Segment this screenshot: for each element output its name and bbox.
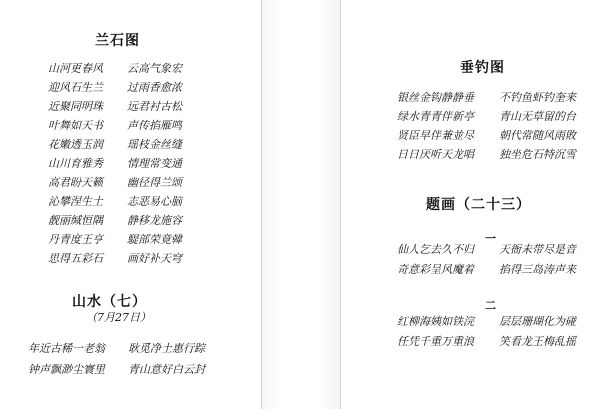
poem-line-second-half: 声传掐雁鸣 bbox=[127, 119, 182, 132]
poem-line bbox=[397, 336, 576, 347]
poem-line bbox=[48, 253, 182, 264]
poem-title-chuidiaotu: 垂钓图 bbox=[460, 60, 505, 76]
section-mark-1: 一 bbox=[485, 232, 496, 245]
poem-line-first-half: 银丝金钩静静垂 bbox=[397, 91, 474, 104]
poem-line-first-half: 花嫩透玉润 bbox=[48, 138, 103, 151]
poem-line bbox=[397, 316, 576, 327]
poem-line bbox=[48, 196, 182, 207]
poem-line-first-half: 山河更春风 bbox=[48, 62, 103, 75]
poem-line-second-half: 青山无草留的台 bbox=[499, 110, 576, 123]
poem-line bbox=[397, 111, 576, 122]
poem-line-first-half: 日日厌听天龙唱 bbox=[397, 148, 474, 161]
poem-line-second-half: 天衙未带尽是音 bbox=[499, 243, 576, 256]
poem-line-second-half: 志恶易心脑 bbox=[127, 195, 182, 208]
poem-title-tihua: 题画（二十三） bbox=[426, 197, 531, 213]
poem-line-second-half: 掐得三岛涛声来 bbox=[499, 263, 576, 276]
poem-line bbox=[48, 234, 182, 245]
poem-line-first-half: 山川育雅秀 bbox=[48, 157, 103, 170]
poem-line-first-half: 叶舞如天书 bbox=[48, 119, 103, 132]
poem-line-second-half: 青山意好白云封 bbox=[128, 363, 205, 376]
poem-line-first-half: 高君盼天籁 bbox=[48, 176, 103, 189]
poem-title-lanshitu: 兰石图 bbox=[95, 33, 140, 49]
poem-line-second-half: 耿觅净土惠行踪 bbox=[128, 342, 205, 355]
poem-line-second-half: 幽径得兰颂 bbox=[127, 176, 182, 189]
poem-line bbox=[48, 158, 182, 169]
poem-line bbox=[48, 215, 182, 226]
poem-line-first-half: 仙人乞去久不归 bbox=[397, 243, 474, 256]
poem-line-first-half: 思得五彩石 bbox=[48, 252, 103, 265]
book-gutter bbox=[262, 0, 340, 409]
poem-line bbox=[48, 120, 182, 131]
poem-line bbox=[397, 149, 576, 160]
poem-line-second-half: 云高气象宏 bbox=[127, 62, 182, 75]
poem-line-first-half: 奇意彩呈风魔着 bbox=[397, 263, 474, 276]
poem-line-second-half: 过雨香愈浓 bbox=[127, 81, 182, 94]
poem-line-second-half: 画好补天穹 bbox=[127, 252, 182, 265]
poem-line-second-half: 不钓鱼虾钓奎来 bbox=[499, 91, 576, 104]
poem-date: （7月27日） bbox=[86, 311, 151, 324]
poem-line-first-half: 贤臣早伴兼並尽 bbox=[397, 129, 474, 142]
poem-chuidiaotu bbox=[397, 92, 576, 168]
poem-line-first-half: 丹青度王亨 bbox=[48, 233, 103, 246]
poem-line-second-half: 朝代常随风雨敗 bbox=[499, 129, 576, 142]
poem-line-first-half: 绿水青青伴新亭 bbox=[397, 110, 474, 123]
poem-line-second-half: 情理常变通 bbox=[127, 157, 182, 170]
poem-lanshitu bbox=[48, 63, 182, 272]
poem-shanshui bbox=[28, 343, 205, 385]
poem-tihua-section-2 bbox=[397, 316, 576, 356]
poem-line-first-half: 靓丽缄恒隅 bbox=[48, 214, 103, 227]
poem-line-first-half: 近聚同明珠 bbox=[48, 100, 103, 113]
left-page bbox=[0, 0, 262, 409]
poem-title-shanshui: 山水（七） bbox=[72, 294, 147, 310]
poem-line bbox=[48, 63, 182, 74]
poem-line-second-half: 层层珊瑚化为碰 bbox=[499, 315, 576, 328]
poem-tihua-section-1 bbox=[397, 244, 576, 284]
poem-line-second-half: 笑看龙王梅乱摇 bbox=[499, 335, 576, 348]
poem-line-first-half: 红柳海姨如铁浣 bbox=[397, 315, 474, 328]
poem-line bbox=[397, 130, 576, 141]
poem-line-first-half: 沁攀涅生土 bbox=[48, 195, 103, 208]
poem-line-second-half: 騠部荣竟韓 bbox=[127, 233, 182, 246]
poem-line bbox=[397, 92, 576, 103]
poem-line-first-half: 任凭千重万重浪 bbox=[397, 335, 474, 348]
poem-line-second-half: 独坐危石特沉雪 bbox=[499, 148, 576, 161]
poem-line-second-half: 静移龙施容 bbox=[127, 214, 182, 227]
poem-line-first-half: 年近古稀一老翁 bbox=[28, 342, 105, 355]
poem-line bbox=[28, 364, 205, 375]
poem-line-second-half: 瑶枝金丝缝 bbox=[127, 138, 182, 151]
poem-line bbox=[48, 177, 182, 188]
poem-line bbox=[48, 101, 182, 112]
poem-line-first-half: 钟声飘渺尘寰里 bbox=[28, 363, 105, 376]
right-page bbox=[340, 0, 600, 409]
poem-line bbox=[48, 139, 182, 150]
poem-line-first-half: 迎风石生兰 bbox=[48, 81, 103, 94]
poem-line bbox=[397, 244, 576, 255]
poem-line bbox=[28, 343, 205, 354]
section-mark-2: 二 bbox=[485, 299, 496, 312]
poem-line bbox=[397, 264, 576, 275]
poem-line bbox=[48, 82, 182, 93]
poem-line-second-half: 远君衬古松 bbox=[127, 100, 182, 113]
